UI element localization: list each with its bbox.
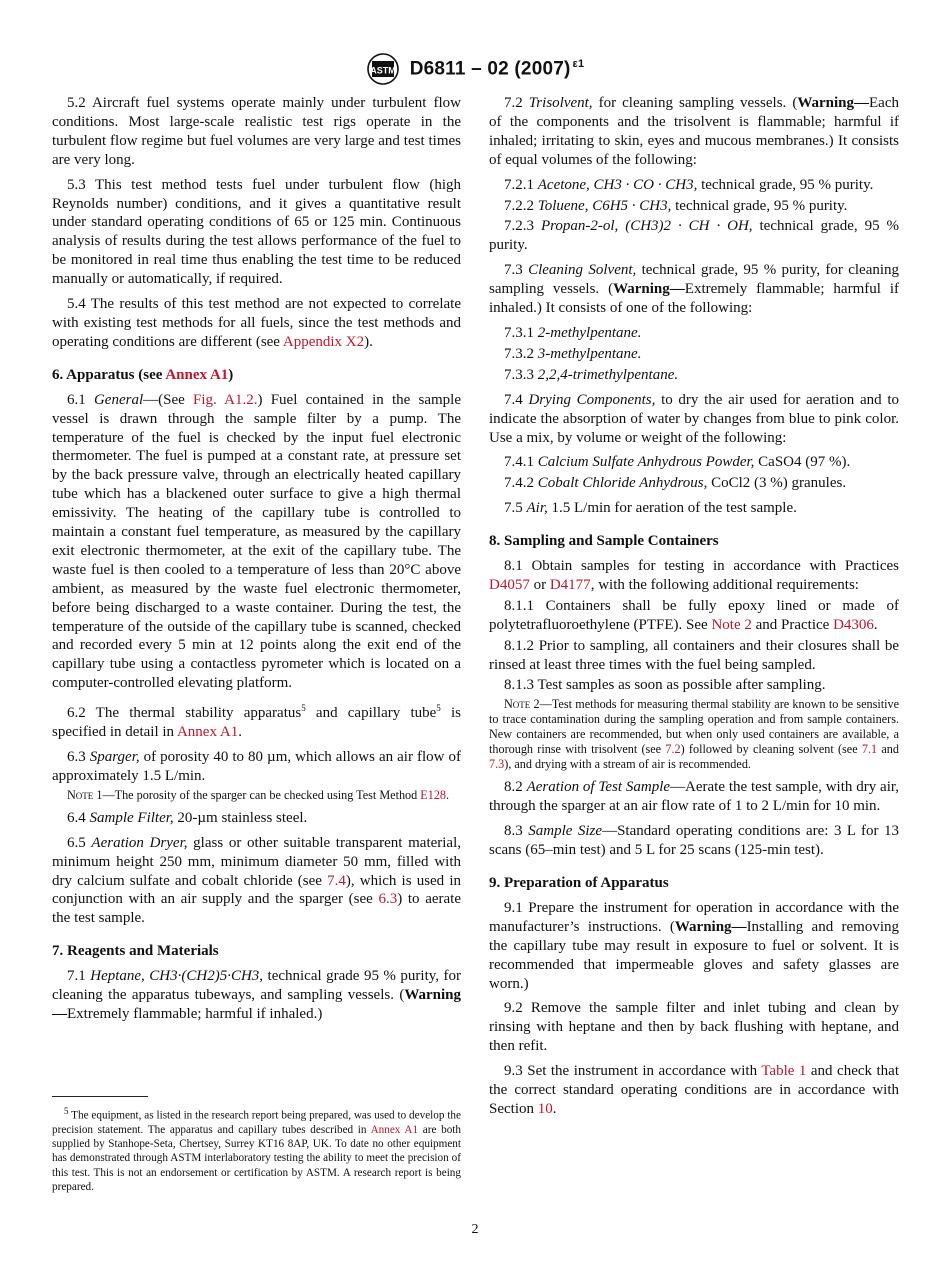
link-7-4[interactable]: 7.4 (327, 872, 346, 889)
link-note-2[interactable]: Note 2 (711, 616, 752, 633)
para-7-3-2: 7.3.2 3-methylpentane. (504, 345, 642, 362)
document-designation: D6811 – 02 (2007) $^{\varepsilon 1}$ (409, 57, 585, 80)
link-footnote-annex-a1[interactable]: Annex A1 (370, 1123, 419, 1136)
para-7-3-1: 7.3.1 2-methylpentane. (504, 324, 642, 341)
para-7-3: 7.3 Cleaning Solvent, technical grade, 95 % purity, for cleaning sampling vessels. (Warning—Extremely flammable; harmful if inhaled.) It consists of one of the following: (489, 262, 900, 317)
page-number: 2 (471, 1222, 479, 1237)
para-6-5: 6.5 Aeration Dryer, glass or other suitable transparent material, minimum height 250 mm, minimum diameter 50 mm, filled with dry calcium sulfate and cobalt chloride (see 7.4), which is used in conjunction with an air supply and the sparger (see 6.3) to aerate the test sample. (52, 834, 462, 927)
link-6-3[interactable]: 6.3 (378, 891, 398, 908)
para-8-1-3: 8.1.3 Test samples as soon as possible after sampling. (504, 677, 826, 694)
section-9-heading: 9. Preparation of Apparatus (489, 875, 669, 891)
para-6-4: 6.4 Sample Filter, 20-µm stainless steel. (67, 809, 308, 826)
link-7-3[interactable]: 7.3 (489, 757, 505, 772)
link-annex-a1[interactable]: Annex A1 (165, 366, 229, 383)
section-8-heading: 8. Sampling and Sample Containers (489, 533, 719, 550)
para-7-4-1: 7.4.1 Calcium Sulfate Anhydrous Powder, CaSO4 (97 %). (504, 454, 851, 471)
para-7-2: 7.2 Trisolvent, for cleaning sampling vessels. (Warning—Each of the components and the trisolvent is flammable; harmful if inhaled; irritating to skin, eyes and mucous membranes.) It consists of equal volumes of the following: (489, 95, 899, 168)
para-6-3: 6.3 Sparger, of porosity 40 to 80 µm, which allows an air flow of approximately 1.5 L/min. (52, 749, 461, 784)
link-annex-a1-2[interactable]: Annex A1 (176, 724, 239, 741)
para-5-2: 5.2 Aircraft fuel systems operate mainly under turbulent flow conditions. Most large-scale realistic test rigs operate in the turbulent flow regime but fuel volumes are very large and test times are very long. (52, 95, 461, 168)
astm-logo (366, 52, 400, 86)
para-9-1: 9.1 Prepare the instrument for operation in accordance with the manufacturer’s instructions. (Warning—Installing and removing the capillary tube may result in exposure to fuel or solvent. It is recommended that impermeable gloves and safety glasses are worn.) (489, 899, 899, 992)
para-7-2-1: 7.2.1 Acetone, CH3 · CO · CH3, technical grade, 95 % purity. (504, 176, 874, 193)
para-8-1-1: 8.1.1 Containers shall be fully epoxy lined or made of polytetrafluoroethylene (PTFE). See Note 2 and Practice D4306. (489, 597, 899, 633)
note-2: Note 2—Test methods for measuring thermal stability are known to be sensitive to trace contamination during the sampling operation and from sample containers. New containers are recommended, but when only used containers are available, a thorough rinse with trisolvent (see 7.2) followed by cleaning solvent (see 7.1 and 7.3), and drying with a stream of air is recommended. (489, 697, 899, 772)
link-e128[interactable]: E128 (420, 787, 447, 802)
para-7-3-3: 7.3.3 2,2,4-trimethylpentane. (504, 366, 679, 383)
right-column (489, 94, 899, 1125)
para-8-1-2: 8.1.2 Prior to sampling, all containers and their closures shall be rinsed at least three times with the fuel being sampled. (489, 637, 899, 673)
section-6-heading: 6. Apparatus (see Annex A1) (52, 366, 234, 383)
link-d4057[interactable]: D4057 (489, 576, 530, 593)
link-d4306[interactable]: D4306 (833, 616, 874, 633)
para-7-4-2: 7.4.2 Cobalt Chloride Anhydrous, CoCl2 (3 %) granules. (504, 475, 847, 492)
para-6-2: 6.2 The thermal stability apparatus$^5$ and capillary tube$^5$ is specified in detail in Annex A1. (52, 703, 461, 741)
link-7-1[interactable]: 7.1 (861, 742, 878, 757)
para-7-2-2: 7.2.2 Toluene, C6H5 · CH3, technical grade, 95 % purity. (504, 197, 848, 214)
para-9-3: 9.3 Set the instrument in accordance with Table 1 and check that the correct standard operating conditions are in accordance with Section 10. (489, 1063, 899, 1117)
footnote-rule (52, 1096, 148, 1097)
para-8-3: 8.3 Sample Size—Standard operating conditions are: 3 L for 13 scans (65–min test) and 5 L for 25 scans (125-min test). (489, 823, 900, 859)
left-column (52, 94, 461, 1030)
epsilon-superscript: ε1 (572, 57, 585, 70)
link-table-1[interactable]: Table 1 (761, 1063, 807, 1080)
para-7-2-3: 7.2.3 Propan-2-ol, (CH3)2 · CH · OH, technical grade, 95 % purity. (489, 218, 899, 254)
para-8-1: 8.1 Obtain samples for testing in accordance with Practices D4057 or D4177, with the following additional requirements: (489, 558, 899, 593)
footnote-5: $^5$ The equipment, as listed in the research report being prepared, was used to develop the precision statement. The apparatus and capillary tubes described in Annex A1 are both supplied by Stanhope-Seta, Chertsey, Surrey KT16 8AP, UK. To date no other equipment has demonstrated through ASTM interlaboratory testing the ability to meet the precision of this test. This is not an endorsement or certification by ASTM. A research report is being prepared. (52, 1106, 461, 1193)
link-section-10[interactable]: 10 (537, 1100, 553, 1117)
para-5-4: 5.4 The results of this test method are not expected to correlate with existing test methods for all fuels, since the test methods and operating conditions are different (see Appendix X2). (52, 296, 461, 350)
page-header (0, 52, 950, 86)
para-8-2: 8.2 Aeration of Test Sample—Aerate the test sample, with dry air, through the sparger at an air flow rate of 1 to 2 L/min for 10 min. (489, 779, 900, 815)
para-9-2: 9.2 Remove the sample filter and inlet tubing and clean by rinsing with heptane and then by back flushing with heptane, and then refit. (489, 1000, 899, 1055)
note-1: Note 1—The porosity of the sparger can be checked using Test Method E128. (67, 787, 450, 802)
link-appendix-x2[interactable]: Appendix X2 (282, 333, 365, 350)
para-7-5: 7.5 Air, 1.5 L/min for aeration of the test sample. (504, 500, 797, 517)
section-7-heading: 7. Reagents and Materials (52, 943, 219, 960)
link-7-2[interactable]: 7.2 (665, 742, 681, 757)
svg-text:ASTM: ASTM (369, 65, 396, 76)
link-d4177[interactable]: D4177 (549, 576, 591, 593)
link-fig-a1-2[interactable]: Fig. A1.2. (193, 391, 258, 408)
para-7-1: 7.1 Heptane, CH3·(CH2)5·CH3, technical grade 95 % purity, for cleaning the apparatus tubeways, and sampling vessels. (Warning—Extremely flammable; harmful if inhaled.) (52, 968, 461, 1022)
para-6-1: 6.1 General—(See Fig. A1.2.) Fuel contained in the sample vessel is drawn through the sample filter by a pump. The temperature of the fuel is checked by the input fuel electronic thermometer. The fuel is pumped at a constant rate, at pressure set by the back pressure valve, through an electrically heated capillary tube which has a blackened outer surface to give a high thermal emissivity. The heating of the capillary tube is controlled to maintain a constant fuel temperature, as measured by the capillary exit electronic thermometer, at the exit of the capillary tube. The waste fuel is then cooled to a temperature of less than 20°C above ambient, as measured by the waste fuel electronic thermometer, before being discharged to a waste container. During the test, the temperature of the outside of the capillary tube is scanned, checked and recorded every 5 min at 12 points along the exit end of the capillary tube using a contactless pyrometer which is located on a computer-controlled elevating platform. (52, 391, 462, 692)
para-7-4: 7.4 Drying Components, to dry the air used for aeration and to indicate the absorption of water by changes from blue to pink color. Use a mix, by volume or weight of the following: (489, 391, 900, 446)
para-5-3: 5.3 This test method tests fuel under turbulent flow (high Reynolds number) conditions, and it gives a quantitative result under standard operating conditions of 65 or 125 min. Continuous analysis of results during the test allows performance of the fuel to be monitored in real time thus enabling the test time to be reduced manually or automatically, if required. (52, 176, 461, 288)
